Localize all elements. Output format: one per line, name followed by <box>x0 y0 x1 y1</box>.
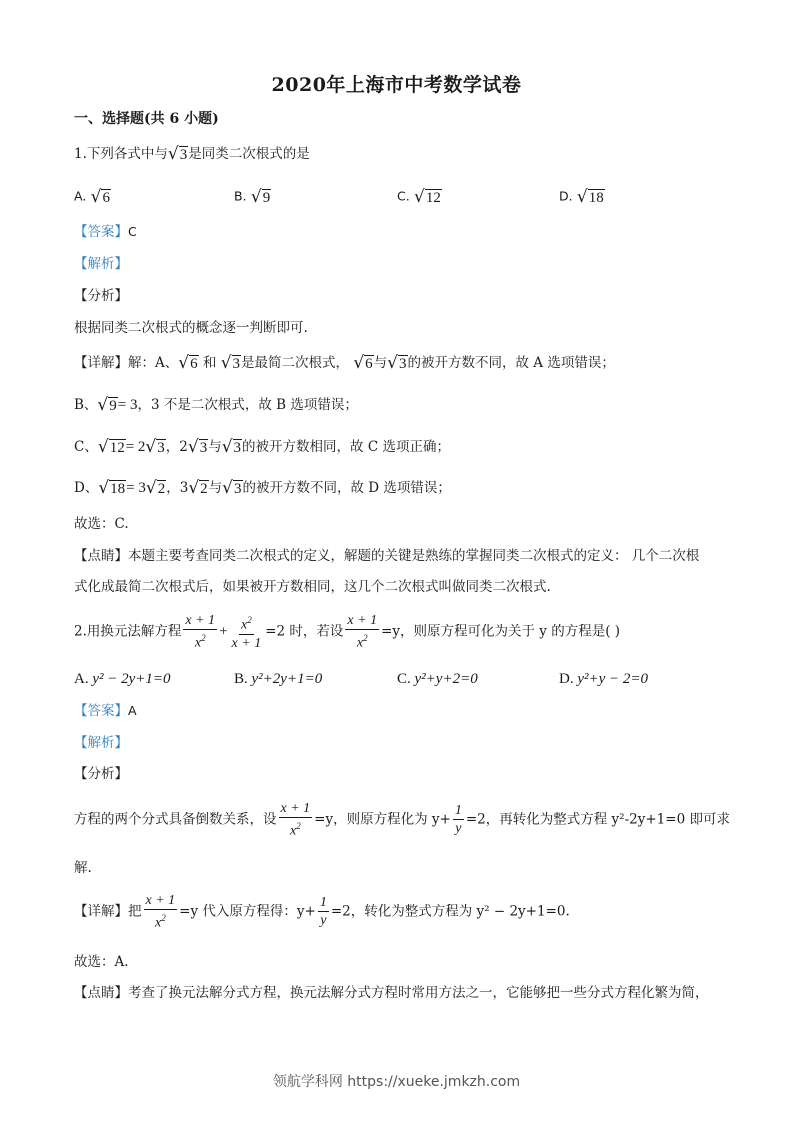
q2-fenxi-end: 解. <box>74 860 92 876</box>
q1-dianjing-2: 式化成最简二次根式后，如果被开方数相同，这几个二次根式叫做同类二次根式. <box>74 579 551 595</box>
q2-detail: 【详解】把 $\frac{x + 1}{x^2}$ =y 代入原方程得：y+ $\frac{1}{y}$ =2，转化为整式方程为 y² − 2y+1=0. <box>74 893 570 931</box>
q2-option-c: C. y²+y+2=0 <box>397 671 478 687</box>
q2-option-a: A. y² − 2y+1=0 <box>74 671 171 687</box>
q1-option-b: B. √9 <box>234 187 271 207</box>
fraction: $\frac{x + 1}{x^2}$ <box>185 613 216 651</box>
q2-fenxi-tag: 【分析】 <box>74 766 128 782</box>
q1-detail-c: C、√12= 2√3，2√3与√3的被开方数相同，故 C 选项正确； <box>74 437 450 457</box>
q1-fenxi-tag: 【分析】 <box>74 288 128 304</box>
q2-answer: 【答案】A <box>74 703 137 719</box>
radical: √3 <box>167 144 188 164</box>
q1-option-a: A. √6 <box>74 187 110 207</box>
q2-analysis-tag: 【解析】 <box>74 735 128 751</box>
fraction: $\frac{x + 1}{x^2}$ <box>145 893 176 931</box>
q2-stem: 2.用换元法解方程 $\frac{x + 1}{x^2}$ + $\frac{x^2}{x + 1}$ =2 时，若设 $\frac{x + 1}{x^2}$ =y，则原方程可化为关于 y 的方程是( ) <box>74 613 621 651</box>
q1-detail-d: D、√18= 3√2，3√2与√3的被开方数不同，故 D 选项错误； <box>74 478 451 498</box>
q2-option-b: B. y²+2y+1=0 <box>234 671 323 687</box>
q1-stem: 1.下列各式中与√3是同类二次根式的是 <box>74 144 310 164</box>
q2-dianjing: 【点睛】考查了换元法解分式方程，换元法解分式方程时常用方法之一，它能够把一些分式方程化繁为简， <box>74 985 709 1001</box>
q1-answer: 【答案】C <box>74 224 137 240</box>
q2-fenxi-text: 方程的两个分式具备倒数关系，设 $\frac{x + 1}{x^2}$ =y，则原方程化为 y+ $\frac{1}{y}$ =2，再转化为整式方程 y²-2y+1=0 即可求 <box>74 801 730 839</box>
q1-detail-b: B、√9= 3，3 不是二次根式，故 B 选项错误； <box>74 395 358 415</box>
q1-option-c: C. √12 <box>397 187 441 207</box>
q2-option-d: D. y²+y − 2=0 <box>559 671 649 687</box>
fraction: $\frac{x + 1}{x^2}$ <box>347 613 378 651</box>
q1-detail-a: 【详解】解：A、√6 和 √3是最简二次根式， √6与√3的被开方数不同，故 A 选项错误； <box>74 353 615 373</box>
q2-choose: 故选：A. <box>74 954 129 970</box>
fraction: $\frac{1}{y}$ <box>454 803 462 837</box>
section-heading: 一、选择题(共 6 小题) <box>74 111 219 127</box>
fraction: $\frac{x + 1}{x^2}$ <box>280 801 311 839</box>
fraction: $\frac{1}{y}$ <box>319 895 327 929</box>
q1-analysis-tag: 【解析】 <box>74 256 128 272</box>
q1-option-d: D. √18 <box>559 187 604 207</box>
q1-fenxi-text: 根据同类二次根式的概念逐一判断即可. <box>74 320 308 336</box>
q1-choose: 故选：C. <box>74 516 129 532</box>
q1-dianjing: 【点睛】本题主要考查同类二次根式的定义，解题的关键是熟练的掌握同类二次根式的定义： 几个二次根 <box>74 548 700 564</box>
footer-watermark: 领航学科网 https://xueke.jmkzh.com <box>272 1074 521 1090</box>
fraction: $\frac{x^2}{x + 1}$ <box>230 612 264 652</box>
page-title: 2020年上海市中考数学试卷 <box>271 74 522 96</box>
